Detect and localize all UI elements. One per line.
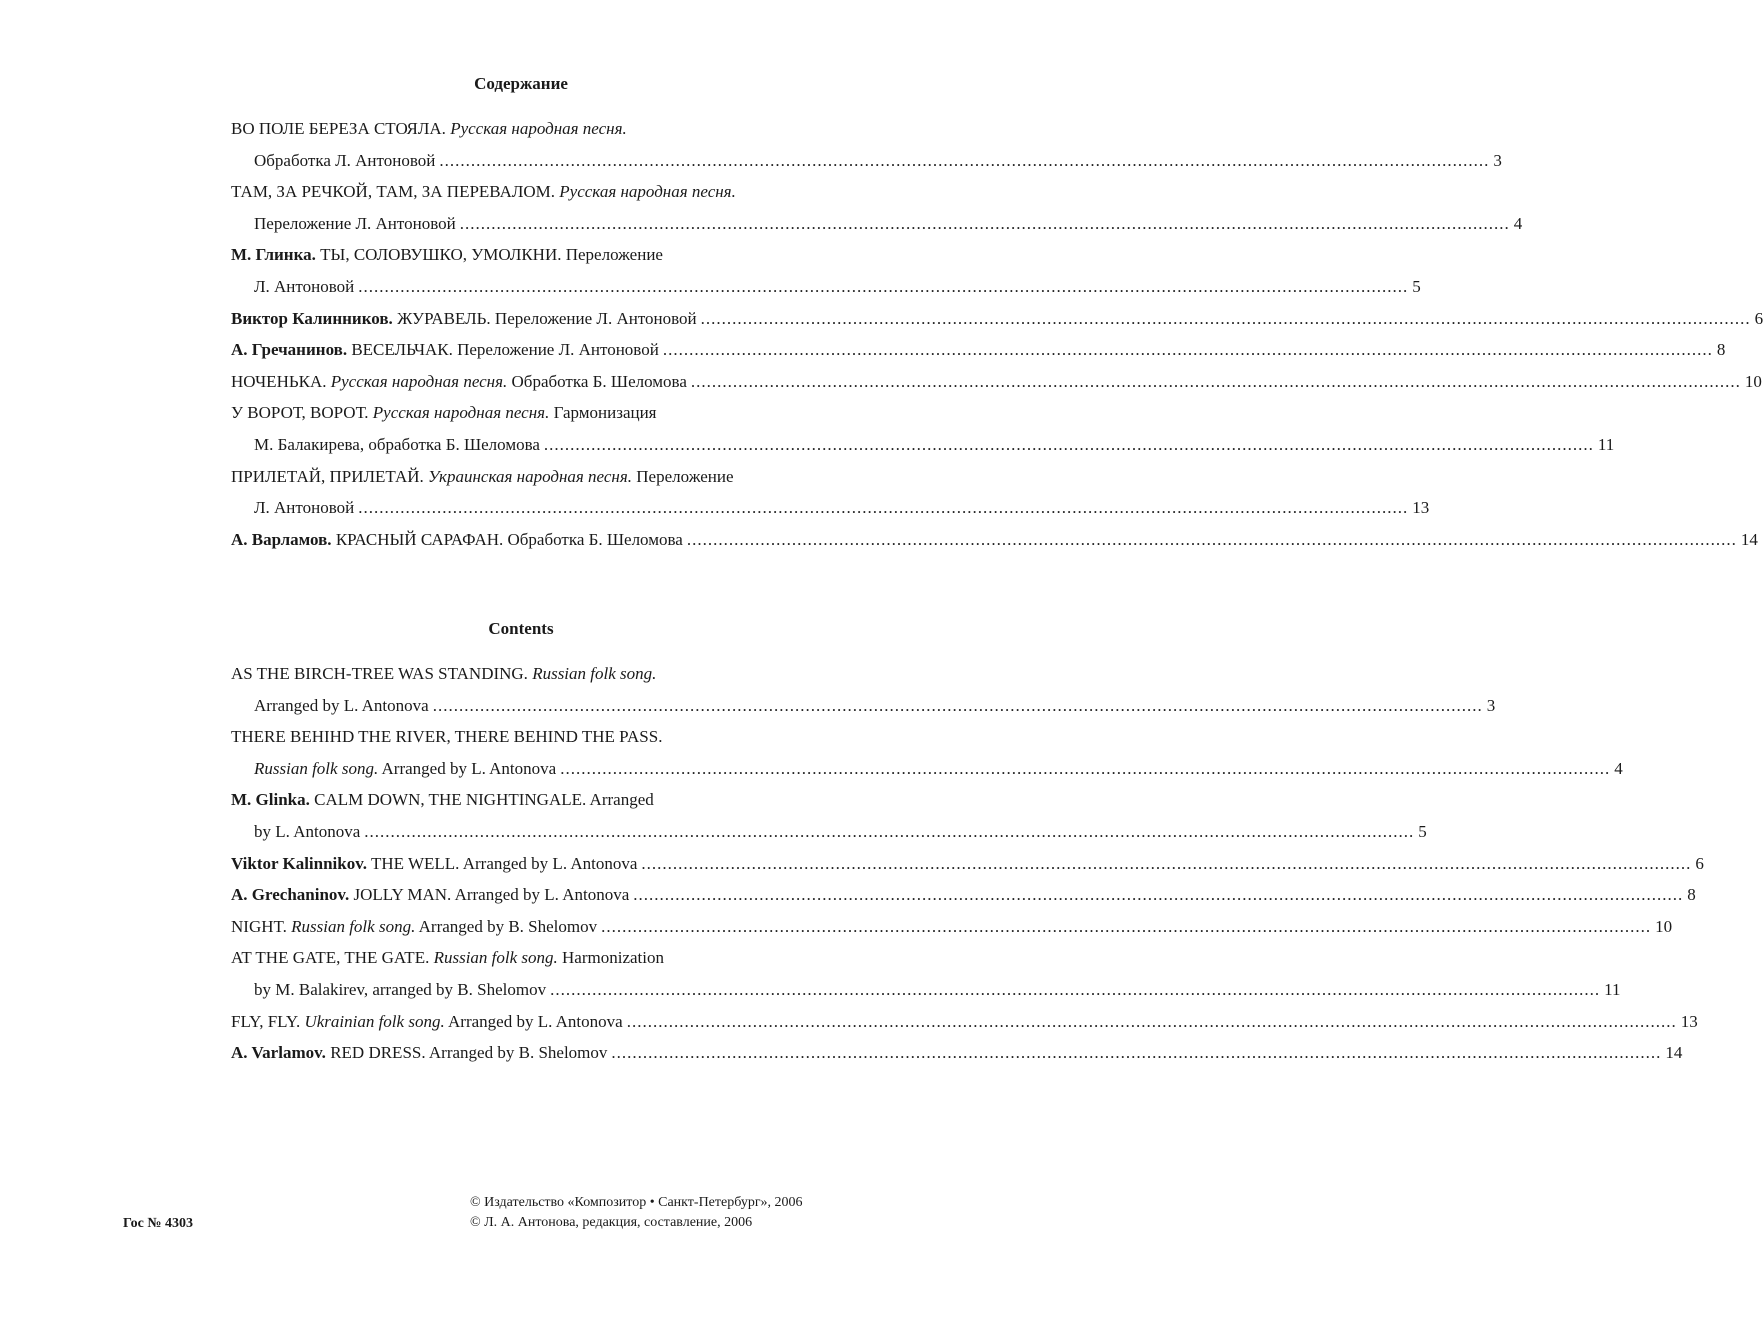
genre-label: Русская народная песня. [450,119,627,138]
composer-name: Виктор Калинников. [231,308,393,328]
toc-entry [231,239,1421,302]
toc-entry-line [231,753,1623,785]
toc-entry [231,784,1427,847]
genre-label: Русская народная песня. [559,182,736,202]
toc-entry-text [254,753,556,785]
dot-leader: ........................................................................................................................................................................................................ [560,758,1611,778]
toc-entry-line [231,366,1762,398]
toc-entry [231,911,1673,943]
page-number: 8 [1716,340,1726,360]
toc-entry-line [231,524,1758,556]
title-text: Harmonization [557,948,664,968]
toc-entry [231,848,1704,880]
toc-entry-text [254,492,354,524]
title-text: by L. Antonova [254,821,361,841]
toc-entry-text [231,119,627,138]
title-text: ТАМ, ЗА РЕЧКОЙ, ТАМ, ЗА ПЕРЕВАЛОМ. [231,182,560,202]
toc-entry-text [231,948,664,967]
toc-entry-line [231,492,1430,524]
title-text: Обработка Б. Шеломова [507,371,687,391]
title-text: Обработка Л. Антоновой [254,150,436,170]
composer-name: Viktor Kalinnikov. [231,853,368,873]
title-text: Arranged by L. Antonova [378,758,557,778]
toc-entry [231,366,1762,398]
title-text: CALM DOWN, THE NIGHTINGALE. Arranged [309,790,654,810]
genre-label: Russian folk song. [532,664,657,683]
toc-entry-text [231,245,663,264]
title-text: ТЫ, СОЛОВУШКО, УМОЛКНИ. Переложение [315,245,663,265]
composer-name: М. Глинка. [231,245,316,265]
toc-entry [231,461,1430,524]
genre-label: Ukrainian folk song. [304,1011,445,1031]
title-text: Л. Антоновой [254,498,355,518]
gos-number: Гос № 4303 [123,1216,193,1231]
contents-title-en: Contents [488,619,554,638]
copyright-editor: © Л. А. Антонова, редакция, составление, 2006 [470,1215,753,1230]
genre-label: Russian folk song. [254,758,379,778]
dot-leader: ........................................................................................................................................................................................................ [611,1043,1662,1063]
dot-leader: ........................................................................................................................................................................................................ [601,916,1652,936]
toc-entry [231,721,1623,784]
toc-ru [231,113,1763,555]
page-number: 11 [1597,434,1615,454]
dot-leader: ........................................................................................................................................................................................................ [364,821,1415,841]
title-text: М. Балакирева, обработка Б. Шеломова [254,434,540,454]
toc-entry-text [231,790,654,809]
composer-name: M. Glinka. [231,790,310,810]
toc-entry-text [231,727,662,746]
genre-label: Russian folk song. [291,916,416,936]
page-number: 14 [1665,1043,1683,1063]
toc-entry-text [231,848,637,880]
toc-entry-text [254,208,456,240]
composer-name: A. Varlamov. [231,1043,326,1063]
toc-entry [231,113,1502,176]
title-text: ВЕСЕЛЬЧАК. Переложение Л. Антоновой [347,340,659,360]
copyright-block [470,1193,803,1233]
page-number: 3 [1486,695,1496,715]
toc-entry-line [231,879,1696,911]
toc-entry-line [231,208,1523,240]
dot-leader: ........................................................................................................................................................................................................ [686,529,1737,549]
title-text: Л. Антоновой [254,276,355,296]
toc-entry [231,1037,1683,1069]
toc-entry-line [231,397,811,429]
title-text: Arranged by B. Shelomov [415,916,598,936]
dot-leader: ........................................................................................................................................................................................................ [690,371,1741,391]
dot-leader: ........................................................................................................................................................................................................ [358,498,1409,518]
toc-entry-line [231,848,1704,880]
page-number: 4 [1513,213,1523,233]
contents-title-ru: Содержание [474,74,568,93]
toc-entry-text [231,403,657,422]
toc-entry [231,334,1726,366]
toc-entry [231,397,1615,460]
page-number: 5 [1418,821,1427,841]
page-number: 6 [1754,308,1763,328]
page-number: 5 [1412,276,1421,296]
toc-entry-line [231,721,811,753]
toc-entry [231,658,1496,721]
title-text: Arranged by L. Antonova [444,1011,623,1031]
toc-entry [231,176,1523,239]
title-text: ЖУРАВЕЛЬ. Переложение Л. Антоновой [392,308,697,328]
dot-leader: ........................................................................................................................................................................................................ [662,340,1713,360]
toc-entry-line [231,239,811,271]
title-text: Гармонизация [549,403,657,423]
toc-entry-line [231,784,811,816]
toc-entry-text [231,911,597,943]
title-text: FLY, FLY. [231,1011,305,1031]
genre-label: Русская народная песня. [372,403,550,423]
page-number: 13 [1412,498,1430,518]
dot-leader: ........................................................................................................................................................................................................ [641,853,1692,873]
toc-entry-line [231,1006,1698,1038]
title-text: AT THE GATE, THE GATE. [231,948,434,968]
toc-entry-text [254,429,540,461]
toc-entry-text [231,366,687,398]
toc-en [231,658,1704,1069]
toc-entry-line [231,303,1763,335]
toc-entry [231,303,1763,335]
toc-entry-text [231,182,736,201]
title-text: THE WELL. Arranged by L. Antonova [367,853,638,873]
toc-entry-text [231,334,659,366]
toc-entry-text [254,690,429,722]
dot-leader: ........................................................................................................................................................................................................ [700,308,1751,328]
toc-entry-line [231,271,1421,303]
toc-entry-line [231,429,1615,461]
composer-name: А. Варламов. [231,529,332,549]
toc-entry-text [254,271,354,303]
genre-label: Украинская народная песня. [428,466,633,486]
toc-entry-line [231,942,811,974]
title-text: ПРИЛЕТАЙ, ПРИЛЕТАЙ. [231,466,429,486]
toc-entry-line [231,974,1621,1006]
toc-entry-text [231,664,656,683]
page-number: 3 [1493,150,1502,170]
toc-entry [231,1006,1698,1038]
toc-entry-line [231,816,1427,848]
toc-entry [231,942,1621,1005]
genre-label: Русская народная песня. [330,371,508,391]
toc-entry-text [254,816,360,848]
genre-label: Russian folk song. [433,948,558,968]
title-text: RED DRESS. Arranged by B. Shelomov [325,1043,608,1063]
dot-leader: ........................................................................................................................................................................................................ [633,885,1684,905]
toc-entry-text [231,467,734,486]
composer-name: А. Гречанинов. [231,340,348,360]
toc-entry-line [231,334,1726,366]
toc-entry-text [231,1037,607,1069]
copyright-publisher: © Издательство «Композитор • Санкт-Петербург», 2006 [470,1195,803,1210]
toc-entry-line [231,461,811,493]
toc-entry-text [254,145,435,177]
toc-entry-line [231,690,1496,722]
dot-leader: ........................................................................................................................................................................................................ [459,213,1510,233]
toc-entry-text [254,974,546,1006]
title-text: AS THE BIRCH-TREE WAS STANDING. [231,664,533,683]
title-text: НОЧЕНЬКА. [231,371,331,391]
toc-entry-text [231,879,629,911]
toc-entry [231,524,1758,556]
toc-entry-line [231,658,811,690]
title-text: У ВОРОТ, ВОРОТ. [231,403,373,423]
page-number: 10 [1744,371,1762,391]
composer-name: A. Grechaninov. [231,885,350,905]
page-number: 11 [1604,979,1621,999]
title-text: by M. Balakirev, arranged by B. Shelomov [254,979,547,999]
toc-entry-line [231,113,811,145]
toc-entry-text [231,303,697,335]
page-number: 6 [1695,853,1704,873]
title-text: Переложение Л. Антоновой [254,213,456,233]
title-text: THERE BEHIHD THE RIVER, THERE BEHIND THE PASS. [231,727,663,747]
title-text: Переложение [632,466,734,486]
toc-entry-line [231,911,1673,943]
dot-leader: ........................................................................................................................................................................................................ [543,434,1594,454]
toc-entry-line [231,176,811,208]
page-number: 8 [1687,885,1696,905]
toc-entry-text [231,524,683,556]
dot-leader: ........................................................................................................................................................................................................ [439,150,1490,170]
title-text: КРАСНЫЙ САРАФАН. Обработка Б. Шеломова [331,529,683,549]
dot-leader: ........................................................................................................................................................................................................ [626,1011,1677,1031]
page-number: 14 [1740,529,1758,549]
title-text: Arranged by L. Antonova [254,695,429,715]
toc-entry-text [231,1006,623,1038]
dot-leader: ........................................................................................................................................................................................................ [432,695,1483,715]
dot-leader: ........................................................................................................................................................................................................ [550,979,1601,999]
title-text: ВО ПОЛЕ БЕРЕЗА СТОЯЛА. [231,119,451,138]
page-number: 10 [1655,916,1673,936]
page-number: 13 [1680,1011,1698,1031]
title-text: JOLLY MAN. Arranged by L. Antonova [349,885,630,905]
page-number: 4 [1614,758,1623,778]
dot-leader: ........................................................................................................................................................................................................ [358,276,1409,296]
toc-entry [231,879,1696,911]
title-text: NIGHT. [231,916,292,936]
toc-entry-line [231,145,1502,177]
toc-entry-line [231,1037,1683,1069]
